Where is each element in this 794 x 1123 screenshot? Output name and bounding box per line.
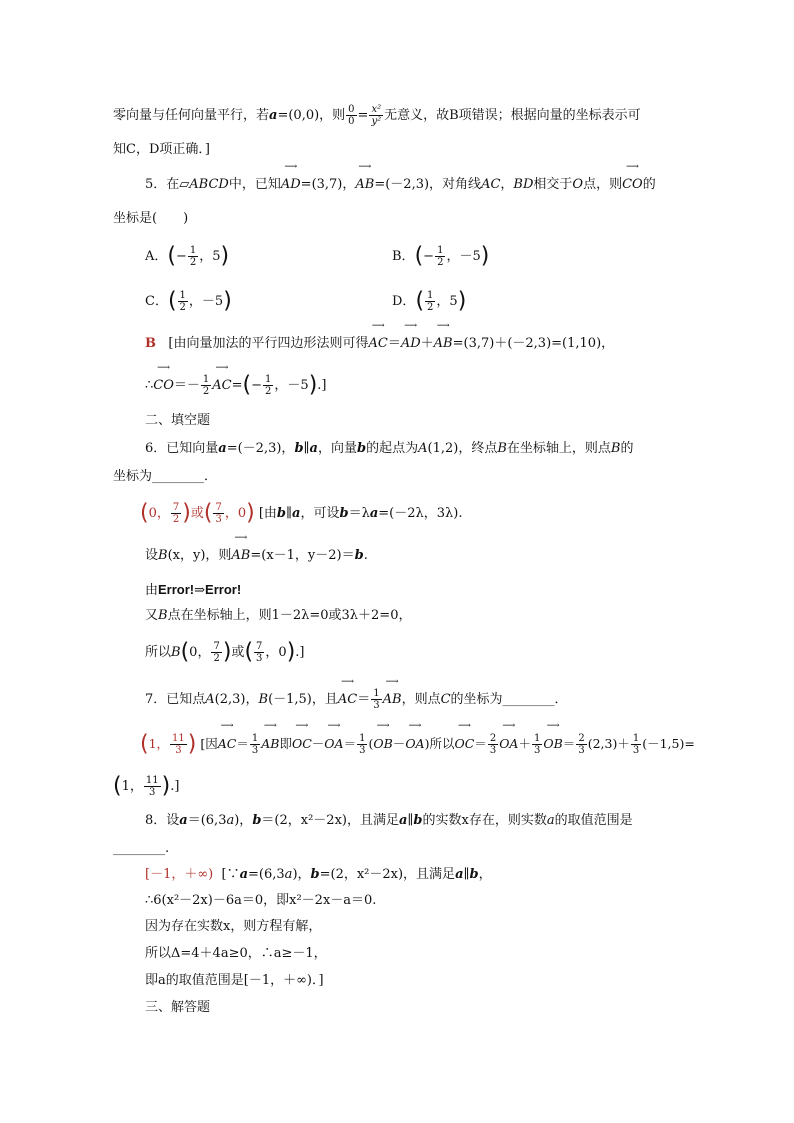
answer-5: B [由向量加法的平行四边形法则可得⟶ AC＝⟶ AD＋⟶ AB=(3,7)＋(－2,3)=(1,10)， [145, 333, 614, 355]
option-d: D．( $\frac{1}{2}$ ，5) [392, 288, 467, 314]
fraction: $\frac{\text{x²}}{\text{y²}}$ [371, 104, 382, 127]
answer-6: (0， $\frac{7}{2}$ )或( $\frac{7}{3}$ ，0) [由b∥a，可设b＝λa=(－2λ，3λ). [140, 500, 463, 526]
text-line: 又B点在坐标轴上，则1－2λ=0或3λ＋2=0， [145, 608, 412, 623]
section-heading: 三、解答题 [145, 1000, 211, 1015]
answer-letter: B [145, 336, 156, 351]
answer-8: [－1，＋∞) [∵a=(6,3a)，b=(2，x²－2x)，且满足a∥b， [145, 867, 492, 882]
option-c: C．( $\frac{1}{2}$ ，－5) [145, 288, 232, 314]
text: 知C，D项正确．] [113, 142, 210, 157]
text-line: 所以B(0， $\frac{7}{2}$ )或( $\frac{7}{3}$ ，0).] [145, 639, 305, 665]
option-a: A．(− $\frac{1}{2}$ ，5) [145, 243, 230, 269]
text-line: (1， $\frac{11}{3}$ ).] [113, 773, 180, 799]
text-line: 因为存在实数x，则方程有解， [145, 919, 322, 934]
text: 零向量与任何向量平行，若 [113, 108, 270, 123]
vector-a: a [269, 108, 278, 123]
text: 无意义，故B项错误；根据向量的坐标表示可 [384, 108, 641, 123]
answer-range: [－1，＋∞) [145, 867, 214, 882]
question-6: 6．已知向量a=(－2,3)，b∥a，向量b的起点为A(1,2)，终点B在坐标轴上，则点B的 [145, 441, 634, 456]
text-line: 由Error!⇒Error! [145, 582, 242, 598]
question-5: 5．在▱ABCD中，已知⟶ AD=(3,7)，⟶ AB=(－2,3)，对角线AC，BD相交于O点，则⟶ CO的 [145, 174, 656, 196]
question-8: 8．设a＝(6,3a)，b＝(2，x²－2x)，且满足a∥b的实数x存在，则实数a的取值范围是 [145, 813, 633, 828]
fraction: $\frac{0}{0}$ [348, 104, 355, 127]
section-heading: 二、填空题 [145, 413, 211, 428]
text-line: 即a的取值范围是[－1，＋∞)．] [145, 973, 324, 988]
vector-ad: ⟶ AD [281, 174, 301, 196]
text-line [113, 139, 210, 161]
question-7: 7．已知点A(2,3)，B(－1,5)，且⟶ AC＝ $\frac{1}{3}$ ⟶ AB，则点C的坐标为________． [145, 688, 568, 711]
answer-5-line2: ∴⟶ CO＝－ $\frac{1}{2}$ ⟶ AC=(− $\frac{1}{2}$ ，－5).] [145, 374, 327, 397]
answer-7: (1， $\frac{11}{3}$ ) [因⟶ AC＝ $\frac{1}{3}$ ⟶ AB即⟶ OC－⟶ OA＝ $\frac{1}{3}$ (⟶ OB－⟶ OA)所以⟶ OC＝ $\frac{2}{3}$ ⟶ OA＋ $\frac{1}{3}$ ⟶ OB＝ $\frac{2}{3}$ (2,3)＋ $\frac{1}{3}$ (－1,5)= [140, 733, 695, 756]
text-line: ∴6(x²－2x)－6a＝0，即x²－2x－a＝0. [145, 893, 377, 908]
text-line: ________. [113, 841, 170, 856]
text-line: 所以Δ=4＋4a≥0，∴a≥－1， [145, 946, 327, 961]
text-line: 设B(x，y)，则⟶ AB=(x－1，y－2)＝b. [145, 545, 368, 567]
text-line: 零向量与任何向量平行，若a=(0,0)，则 $\frac{0}{0}$ = $\frac{\text{x²}}{\text{y²}}$ 无意义，故B项错误；根据向量的坐标表示可 [113, 104, 641, 127]
text-line: 坐标是( ) [113, 211, 189, 226]
vector-ab: ⟶ AB [355, 174, 374, 196]
vector-co: ⟶ CO [622, 174, 643, 196]
option-b: B．(− $\frac{1}{2}$ ，－5) [392, 243, 490, 269]
text: =(0,0)，则 [277, 108, 346, 123]
text-line: 坐标为________． [113, 469, 218, 484]
